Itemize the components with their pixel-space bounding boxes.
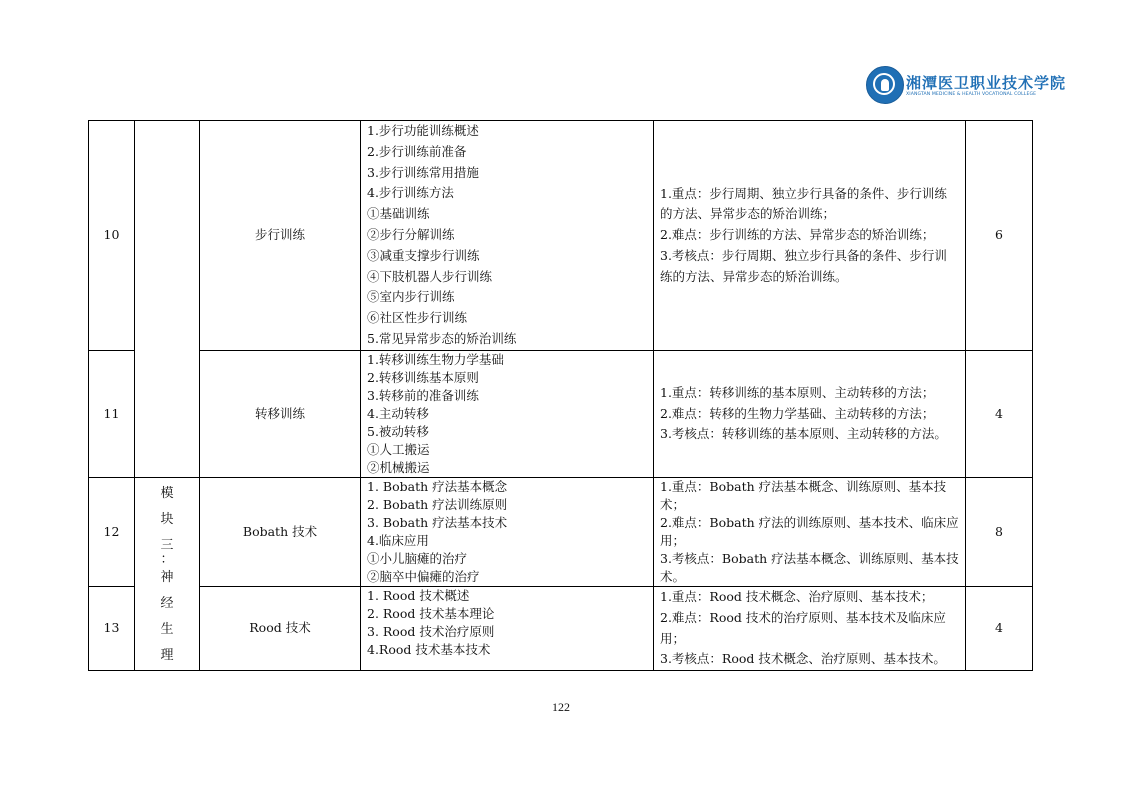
content-line: ②机械搬运 (367, 460, 430, 475)
content-line: ①小儿脑瘫的治疗 (367, 551, 468, 566)
requirements-cell (654, 351, 966, 478)
content-line: 4.临床应用 (367, 533, 429, 548)
college-emblem-icon (866, 66, 904, 104)
content-cell (361, 478, 654, 587)
page-number: 122 (552, 700, 570, 714)
requirement-line: 2.难点：Rood 技术的治疗原则、基本技术及临床应用； (660, 609, 946, 646)
row-number: 12 (89, 478, 135, 587)
content-line: ⑤室内步行训练 (367, 289, 455, 305)
college-logo (866, 66, 1067, 104)
content-cell (361, 587, 654, 671)
module-char: 理 (160, 648, 174, 664)
hours-cell: 6 (966, 121, 1033, 351)
row-number: 10 (89, 121, 135, 351)
content-line: 1.转移训练生物力学基础 (367, 352, 504, 367)
content-line: ②脑卒中偏瘫的治疗 (367, 569, 480, 584)
content-line: 3.步行训练常用措施 (367, 164, 479, 180)
requirement-line: 1.重点：Bobath 疗法基本概念、训练原则、基本技术； (660, 479, 947, 512)
content-line: 5.常见异常步态的矫治训练 (367, 330, 517, 346)
module-char: 块 (160, 512, 174, 528)
content-line: 2. Bobath 疗法训练原则 (367, 497, 508, 512)
content-line: ⑥社区性步行训练 (367, 310, 468, 326)
content-line: 2.步行训练前准备 (367, 143, 467, 159)
content-line: 1.步行功能训练概述 (367, 123, 479, 138)
module-char: 神 (160, 570, 174, 586)
table-row (89, 121, 1033, 351)
content-line: 1. Bobath 疗法基本概念 (367, 479, 508, 494)
requirements-cell (654, 121, 966, 351)
row-number: 11 (89, 351, 135, 478)
logo-name-en: XIANGTAN MEDICINE & HEALTH VOCATIONAL COLLEGE (906, 92, 1037, 97)
table-row (89, 478, 1033, 587)
requirement-line: 3.考核点：Bobath 疗法基本概念、训练原则、基本技术。 (660, 551, 959, 584)
hours-cell: 8 (966, 478, 1033, 587)
content-line: ②步行分解训练 (367, 226, 455, 242)
content-line: 4.步行训练方法 (367, 185, 454, 201)
hours-cell: 4 (966, 587, 1033, 671)
requirement-line: 2.难点：Bobath 疗法的训练原则、基本技术、临床应用； (660, 515, 959, 548)
content-line: 4.主动转移 (367, 406, 429, 421)
module-char: 三 (160, 538, 174, 554)
module-char: 经 (160, 596, 174, 612)
topic-name: 步行训练 (200, 121, 361, 351)
content-line: ③减重支撑步行训练 (367, 247, 480, 263)
content-line: 5.被动转移 (367, 424, 429, 439)
topic-name: 转移训练 (200, 351, 361, 478)
content-line: 3. Bobath 疗法基本技术 (367, 515, 508, 530)
content-line: 3. Rood 技术治疗原则 (367, 624, 495, 639)
topic-name: Bobath 技术 (200, 478, 361, 587)
requirement-line: 1.重点：步行周期、独立步行具备的条件、步行训练的方法、异常步态的矫治训练； (660, 185, 947, 222)
requirements-cell (654, 587, 966, 671)
logo-name-cn: 湘潭医卫职业技术学院 (906, 74, 1067, 92)
content-line: 1. Rood 技术概述 (367, 588, 470, 603)
content-cell (361, 351, 654, 478)
content-line: 3.转移前的准备训练 (367, 388, 479, 403)
row-number: 13 (89, 587, 135, 671)
topic-name: Rood 技术 (200, 587, 361, 671)
table-row (89, 587, 1033, 671)
content-line: 2.转移训练基本原则 (367, 370, 479, 385)
module-cell-empty (135, 121, 200, 478)
table-row (89, 351, 1033, 478)
requirement-line: 1.重点：转移训练的基本原则、主动转移的方法； (660, 384, 935, 400)
content-line: ①人工搬运 (367, 442, 430, 457)
module-char: ： (160, 552, 174, 568)
requirements-cell (654, 478, 966, 587)
requirement-line: 1.重点：Rood 技术概念、治疗原则、基本技术； (660, 589, 934, 604)
requirement-line: 2.难点：步行训练的方法、异常步态的矫治训练； (660, 227, 935, 243)
requirement-line: 2.难点：转移的生物力学基础、主动转移的方法； (660, 405, 935, 421)
content-line: ④下肢机器人步行训练 (367, 268, 493, 284)
hours-cell: 4 (966, 351, 1033, 478)
requirement-line: 3.考核点：步行周期、独立步行具备的条件、步行训练的方法、异常步态的矫治训练。 (660, 247, 947, 284)
content-line: 4.Rood 技术基本技术 (367, 642, 491, 657)
curriculum-table (88, 120, 1033, 671)
requirement-line: 3.考核点：Rood 技术概念、治疗原则、基本技术。 (660, 651, 946, 667)
content-cell (361, 121, 654, 351)
content-line: ①基础训练 (367, 206, 430, 222)
module-char: 生 (160, 622, 174, 638)
requirement-line: 3.考核点：转移训练的基本原则、主动转移的方法。 (660, 426, 947, 442)
module-char: 模 (160, 486, 174, 502)
content-line: 2. Rood 技术基本理论 (367, 606, 495, 621)
module-label (135, 478, 200, 671)
